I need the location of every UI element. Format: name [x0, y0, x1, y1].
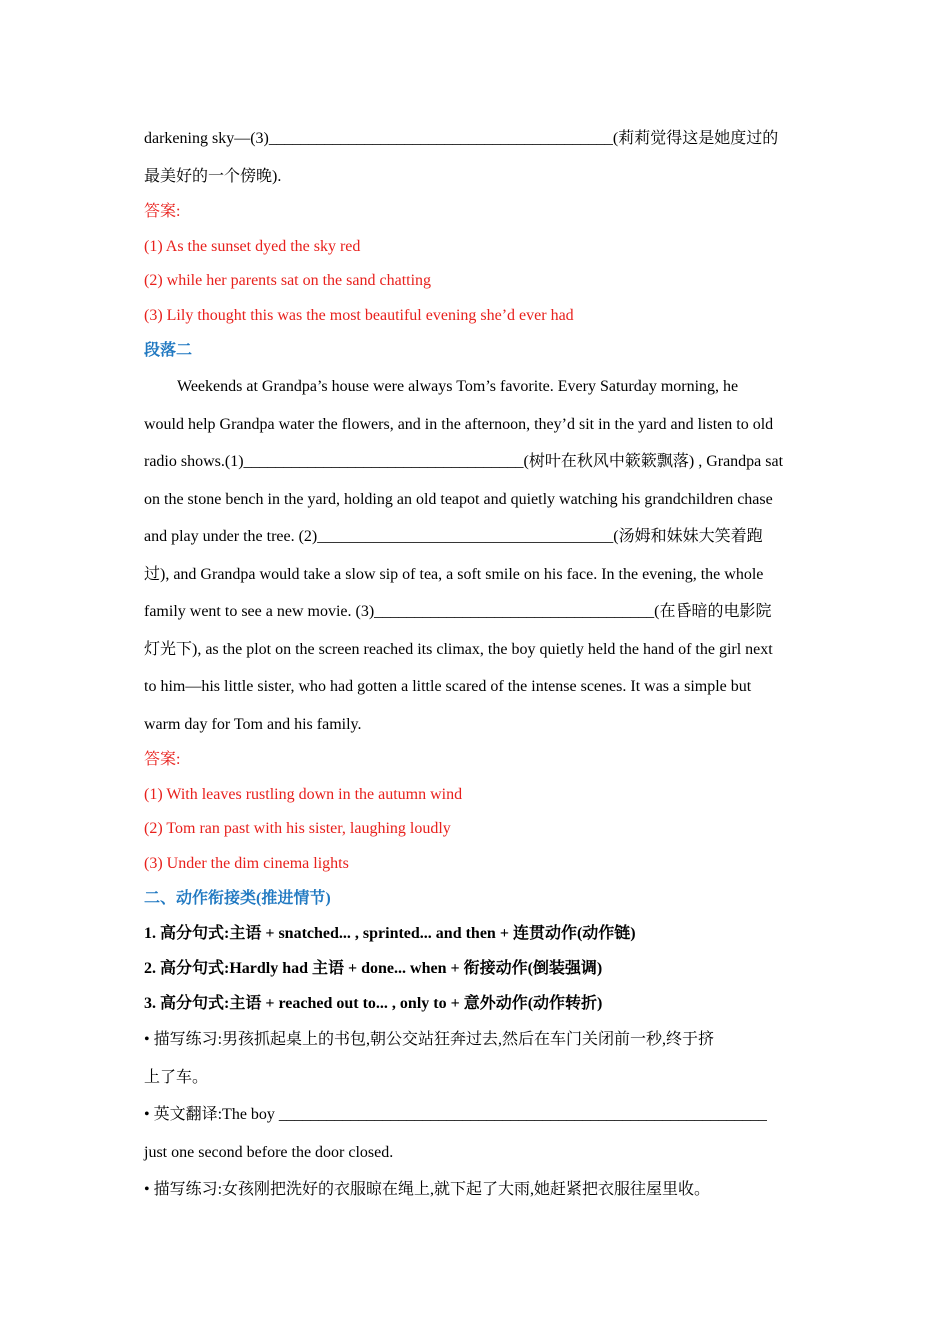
translation-line: • 英文翻译:The boy _____________________________________________________________ [144, 1106, 767, 1123]
practice-line: • 描写练习:男孩抓起桌上的书包,朝公交站狂奔过去,然后在车门关闭前一秒,终于挤 [144, 1031, 715, 1048]
body-line: and play under the tree. (2)_____________________________________(汤姆和妹妹大笑着跑 [144, 528, 763, 545]
practice-line: 上了车。 [144, 1068, 209, 1086]
body-line: family went to see a new movie. (3)___________________________________(在昏暗的电影院 [144, 603, 772, 620]
body-line: 过), and Grandpa would take a slow sip of tea, a soft smile on his face. In the evening, the whole [144, 565, 764, 583]
body-line: radio shows.(1)___________________________________(树叶在秋风中簌簌飘落) , Grandpa sat [144, 453, 784, 470]
body-line: would help Grandpa water the flowers, and in the afternoon, they’d sit in the yard and listen to old [144, 415, 774, 433]
sentence-pattern: 1. 高分句式:主语 + snatched... , sprinted... and then + 连贯动作(动作链) [144, 925, 636, 942]
answer-label: 答案: [144, 751, 181, 768]
answer-line: (1) With leaves rustling down in the autumn wind [144, 785, 463, 803]
body-line: 灯光下), as the plot on the screen reached its climax, the boy quietly held the hand of the girl next [144, 640, 773, 658]
body-line: Weekends at Grandpa’s house were always Tom’s favorite. Every Saturday morning, he [177, 378, 739, 395]
answer-label: 答案: [144, 203, 181, 220]
sentence-pattern: 2. 高分句式:Hardly had 主语 + done... when + 衔接动作(倒装强调) [144, 960, 603, 977]
body-line: darkening sky—(3)___________________________________________(莉莉觉得这是她度过的 [144, 130, 779, 147]
answer-line: (3) Lily thought this was the most beautiful evening she’d ever had [144, 306, 574, 324]
section-heading: 二、动作衔接类(推进情节) [144, 890, 331, 907]
answer-line: (1) As the sunset dyed the sky red [144, 237, 361, 255]
body-line: warm day for Tom and his family. [144, 715, 362, 733]
answer-line: (3) Under the dim cinema lights [144, 854, 349, 872]
body-line: 最美好的一个傍晚). [144, 167, 282, 185]
practice-line: • 描写练习:女孩刚把洗好的衣服晾在绳上,就下起了大雨,她赶紧把衣服往屋里收。 [144, 1181, 711, 1198]
sentence-pattern: 3. 高分句式:主语 + reached out to... , only to + 意外动作(动作转折) [144, 995, 603, 1012]
paragraph-heading: 段落二 [144, 342, 193, 359]
body-line: to him—his little sister, who had gotten a little scared of the intense scenes. It was a simple but [144, 678, 752, 695]
document-content [144, 120, 806, 1209]
answer-line: (2) while her parents sat on the sand chatting [144, 272, 432, 289]
body-line: on the stone bench in the yard, holding an old teapot and quietly watching his grandchildren chase [144, 490, 773, 508]
translation-line: just one second before the door closed. [144, 1143, 394, 1161]
answer-line: (2) Tom ran past with his sister, laughing loudly [144, 820, 451, 837]
